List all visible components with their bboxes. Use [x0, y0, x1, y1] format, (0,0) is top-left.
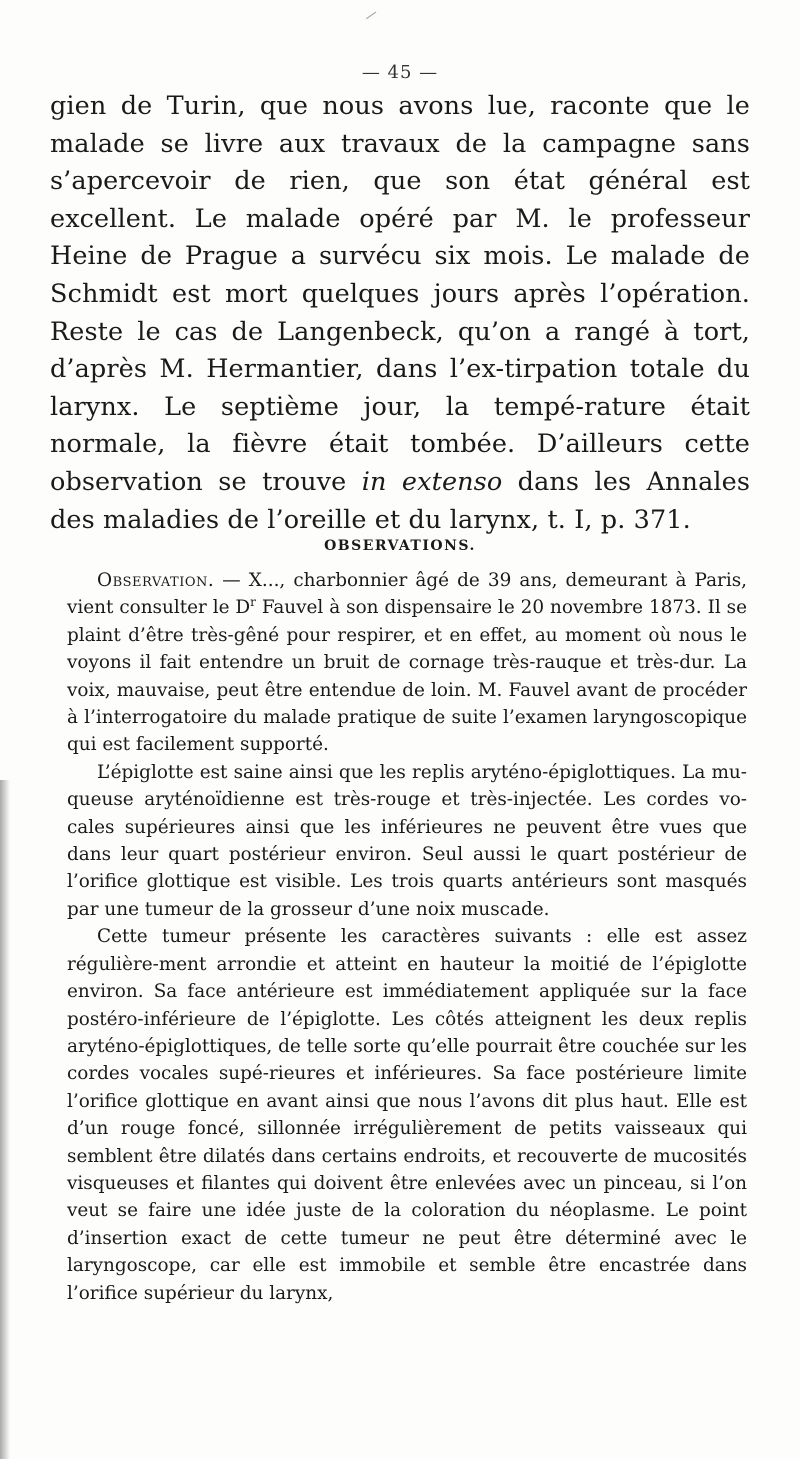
section-heading: OBSERVATIONS.	[324, 538, 476, 554]
main-paragraph-part2: dans les Annales des maladies de l’oreille et du larynx, t. I, p. 371.	[50, 466, 751, 535]
observation-block	[67, 567, 747, 1307]
ink-mark	[366, 12, 382, 28]
main-paragraph	[50, 88, 750, 539]
observation-paragraph-1	[67, 567, 747, 759]
observation-paragraph-3: Cette tumeur présente les caractères suivants : elle est assez régulière-ment arrondie et atteint en hauteur la moitié de l’épiglotte environ. Sa face antérieure est immédiatement appliquée sur la face postéro-inférieure de l’épiglotte. Les côtés atteignent les deux replis aryténo-épiglottiques, de telle sorte qu’elle pourrait être couchée sur les cordes vocales supé-rieures et inférieures. Sa face postérieure limite l’orifice glottique en avant ainsi que nous l’avons dit plus haut. Elle est d’un rouge foncé, sillonnée irrégulièrement de petits vaisseaux qui semblent être dilatés dans certains endroits, et recouverte de mucosités visqueuses et filantes qui doivent être enlevées avec un pinceau, si l’on veut se faire une idée juste de la coloration du néoplasme. Le point d’insertion exact de cette tumeur ne peut être déterminé avec le laryngoscope, car elle est immobile et semble être encastrée dans l’orifice supérieur du larynx,	[67, 926, 747, 1304]
doctor-superscript: r	[250, 595, 256, 610]
observation-label: Observation.	[97, 570, 215, 591]
main-text-block	[50, 88, 750, 539]
main-paragraph-part1: gien de Turin, que nous avons lue, raconte que le malade se livre aux travaux de la campagne sans s’apercevoir de rien, que son état général est excellent. Le malade opéré par M. le professeur Heine de Prague a survécu six mois. Le malade de Schmidt est mort quelques jours après l’opération. Reste le cas de Langenbeck, qu’on a rangé à tort, d’après M. Hermantier, dans l’ex-tirpation totale du larynx. Le septième jour, la tempé-rature était normale, la fièvre était tombée. D’ailleurs cette observation se trouve	[50, 91, 750, 497]
observation-paragraph-2: L’épiglotte est saine ainsi que les replis aryténo-épiglottiques. La mu-queuse aryténoïdienne est très-rouge et très-injectée. Les cordes vo-cales supérieures ainsi que les inférieures ne peuvent être vues que dans leur quart postérieur environ. Seul aussi le quart postérieur de l’orifice glottique est visible. Les trois quarts antérieurs sont masqués par une tumeur de la grosseur d’une noix muscade.	[67, 761, 747, 920]
italic-phrase: in extenso	[361, 466, 503, 497]
page-number: — 45 —	[361, 62, 439, 83]
binding-shadow	[0, 780, 10, 1459]
observation-p1-a: — X..., charbonnier âgé de 39 ans, demeurant à Paris, vient consulter le D	[67, 570, 747, 619]
observation-p1-b: Fauvel à son dispensaire le 20 novembre 1873. Il se plaint d’être très-gêné pour respirer, et en effet, au moment où nous le voyons il fait entendre un bruit de cornage très-rauque et très-dur. La voix, mauvaise, peut être entendue de loin. M. Fauvel avant de procéder à l’interrogatoire du malade pratique de suite l’examen laryngoscopique qui est facilement supporté.	[67, 597, 747, 756]
